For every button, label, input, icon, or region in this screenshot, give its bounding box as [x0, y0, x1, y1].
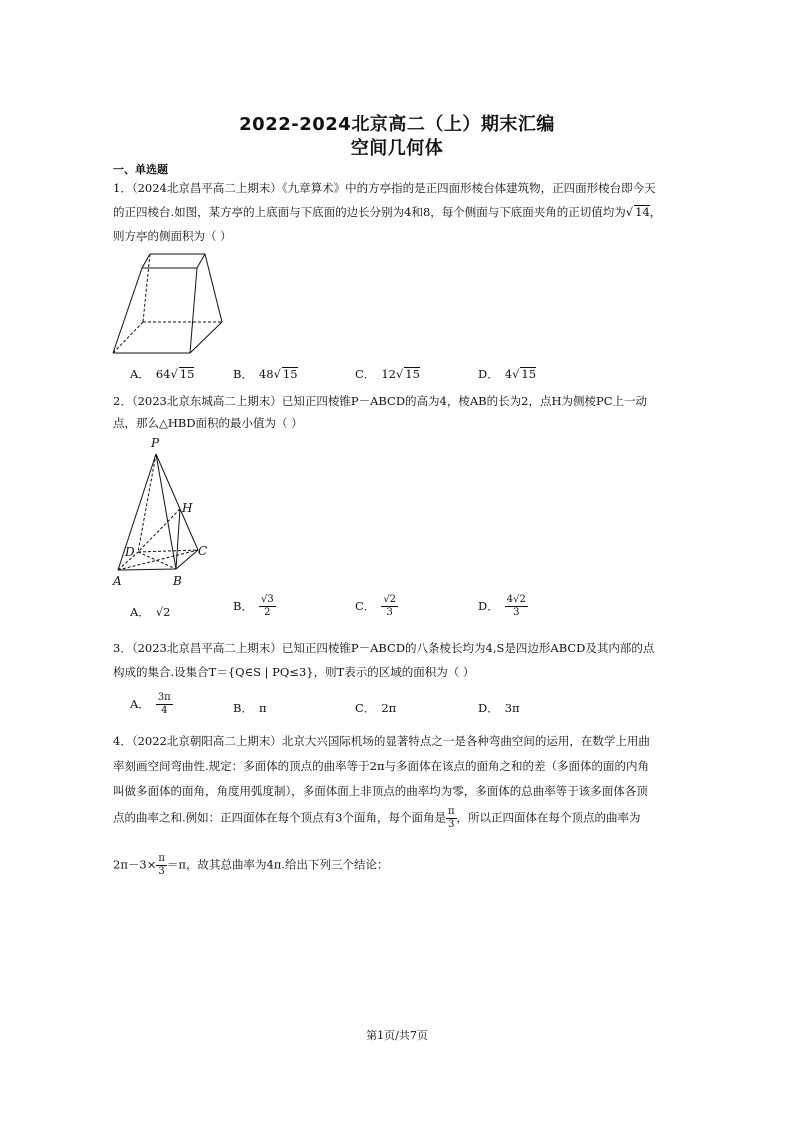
q2-pyramid-figure [110, 436, 210, 588]
q2-option-c-fraction [381, 594, 398, 619]
label-b: B [173, 574, 182, 588]
q2-option-a-label: A． [130, 605, 150, 619]
q4-line5-fraction [156, 853, 167, 878]
q3-option-d-value: 3π [504, 701, 520, 715]
q4-line1: 4．（2022北京朝阳高二上期末）北京大兴国际机场的显著特点之一是各种弯曲空间的运用，在数学上用曲 [113, 734, 650, 748]
q1-option-b-label: B． [233, 367, 253, 381]
q1-option-d-sqrt-symbol: √ [512, 367, 520, 381]
q1-option-d[interactable] [478, 366, 536, 382]
q2-option-b[interactable] [233, 594, 276, 619]
q2-option-c-den: 3 [386, 607, 393, 618]
q1-option-b-coef: 48 [258, 367, 274, 381]
q3-option-b-label: B． [233, 701, 253, 715]
q1-option-b-sqrt-symbol: √ [273, 367, 281, 381]
q1-sqrt-value: 14 [635, 205, 650, 219]
q2-option-c[interactable] [355, 594, 398, 619]
q1-option-c-label: C． [355, 367, 376, 381]
q1-option-a-sqrt-symbol: √ [170, 367, 178, 381]
q2-line1: 2．（2023北京东城高二上期末）已知正四棱锥P－ABCD的高为4，棱AB的长为2，点H为侧棱PC上一动 [113, 394, 648, 408]
q3-option-d[interactable] [478, 700, 520, 716]
q2-option-d-fraction [505, 594, 528, 619]
q1-line2-end: ， [649, 205, 662, 219]
q1-option-c-coef: 12 [381, 367, 396, 381]
q4-line3: 叫做多面体的面角，角度用弧度制），多面体面上非顶点的曲率均为零，多面体的总曲率等于该多面体各顶 [113, 784, 648, 798]
q4-line4-end: ，所以正四面体在每个顶点的曲率为 [456, 810, 641, 825]
q2-option-b-den: 2 [264, 607, 271, 618]
q2-option-b-fraction [259, 594, 276, 619]
q3-option-a-num: 3π [157, 692, 171, 703]
q1-option-c-rad: 15 [405, 367, 420, 381]
q3-option-b[interactable] [233, 700, 267, 716]
q3-line2: 构成的集合.设集合T＝{Q∈S | PQ≤3}，则T表示的区域的面积为（ ） [113, 665, 475, 679]
q1-line3: 则方亭的侧面积为（ ） [113, 229, 232, 243]
q1-option-a-label: A． [130, 367, 150, 381]
q1-option-b[interactable] [233, 366, 298, 382]
q2-line2: 点，那么△HBD面积的最小值为（ ） [113, 416, 303, 430]
label-h: H [182, 501, 193, 515]
label-p: P [151, 436, 160, 450]
q1-option-b-rad: 15 [282, 367, 298, 381]
q1-line2-text: 的正四棱台.如图，某方亭的上底面与下底面的边长分别为4和8，每个侧面与下底面夹角的正切值均为 [113, 205, 626, 219]
q4-line4-num: π [447, 806, 455, 817]
q2-option-a[interactable] [130, 604, 170, 620]
q3-option-a-label: A． [130, 696, 150, 711]
label-d: D [125, 545, 135, 559]
q4-line2: 率刻画空间弯曲性.规定：多面体的顶点的曲率等于2π与多面体在该点的面角之和的差（多面体的面的内角 [113, 759, 650, 773]
q2-option-d[interactable] [478, 594, 528, 619]
q2-option-b-num: √3 [260, 594, 274, 605]
q1-line1: 1．（2024北京昌平高二上期末）《九章算术》中的方亭指的是正四面形棱台体建筑物，正四面形棱台即今天 [113, 181, 656, 195]
q1-option-a-coef: 64 [155, 367, 171, 381]
q4-line5-num: π [158, 853, 165, 864]
q2-option-d-num: 4√2 [506, 594, 526, 605]
q3-option-a-fraction [156, 692, 173, 717]
document-subtitle: 空间几何体 [350, 138, 444, 159]
q2-option-c-num: √2 [383, 594, 397, 605]
q3-option-a-den: 4 [161, 705, 168, 716]
q1-sqrt-symbol: √ [625, 205, 634, 219]
q1-option-d-label: D． [478, 367, 499, 381]
q1-option-a[interactable] [130, 366, 194, 382]
q1-option-d-coef: 4 [504, 367, 513, 381]
q4-line4-text: 点的曲率之和.例如：正四面体在每个顶点有3个面角，每个面角是 [113, 810, 446, 825]
q4-line5 [113, 853, 389, 878]
q4-line4-fraction [446, 806, 457, 831]
q1-line2 [113, 204, 661, 220]
q1-option-a-rad: 15 [179, 367, 195, 381]
q4-line5-den: 3 [158, 866, 165, 877]
q1-option-d-rad: 15 [521, 367, 537, 381]
q4-line4-den: 3 [448, 819, 455, 830]
q2-option-c-label: C． [355, 598, 376, 613]
label-c: C [198, 544, 208, 558]
q1-frustum-figure [110, 250, 230, 360]
section-heading: 一、单选题 [113, 163, 168, 176]
q1-option-c-sqrt-symbol: √ [395, 367, 404, 381]
q2-option-a-value: √2 [155, 605, 171, 619]
q3-option-b-value: π [258, 701, 267, 715]
q2-option-b-label: B． [233, 598, 253, 613]
page-footer: 第1页/共7页 [366, 1029, 428, 1042]
q3-option-c-label: C． [355, 701, 376, 715]
q3-option-a[interactable] [130, 692, 173, 717]
q4-line4 [113, 806, 641, 831]
q3-option-c-value: 2π [381, 701, 397, 715]
q4-line5-text: 2π－3× [113, 857, 157, 872]
q4-line5-end: ＝π，故其总曲率为4π.给出下列三个结论： [166, 857, 389, 872]
q1-option-c[interactable] [355, 366, 420, 382]
q3-option-d-label: D． [478, 701, 499, 715]
q3-option-c[interactable] [355, 700, 396, 716]
document-title: 2022-2024北京高二（上）期末汇编 [239, 114, 555, 135]
q2-option-d-label: D． [478, 598, 499, 613]
q3-line1: 3．（2023北京昌平高二上期末）已知正四棱锥P－ABCD的八条棱长均为4,S是四边形ABCD及其内部的点 [113, 641, 655, 655]
q2-option-d-den: 3 [513, 607, 520, 618]
label-a: A [113, 574, 122, 588]
